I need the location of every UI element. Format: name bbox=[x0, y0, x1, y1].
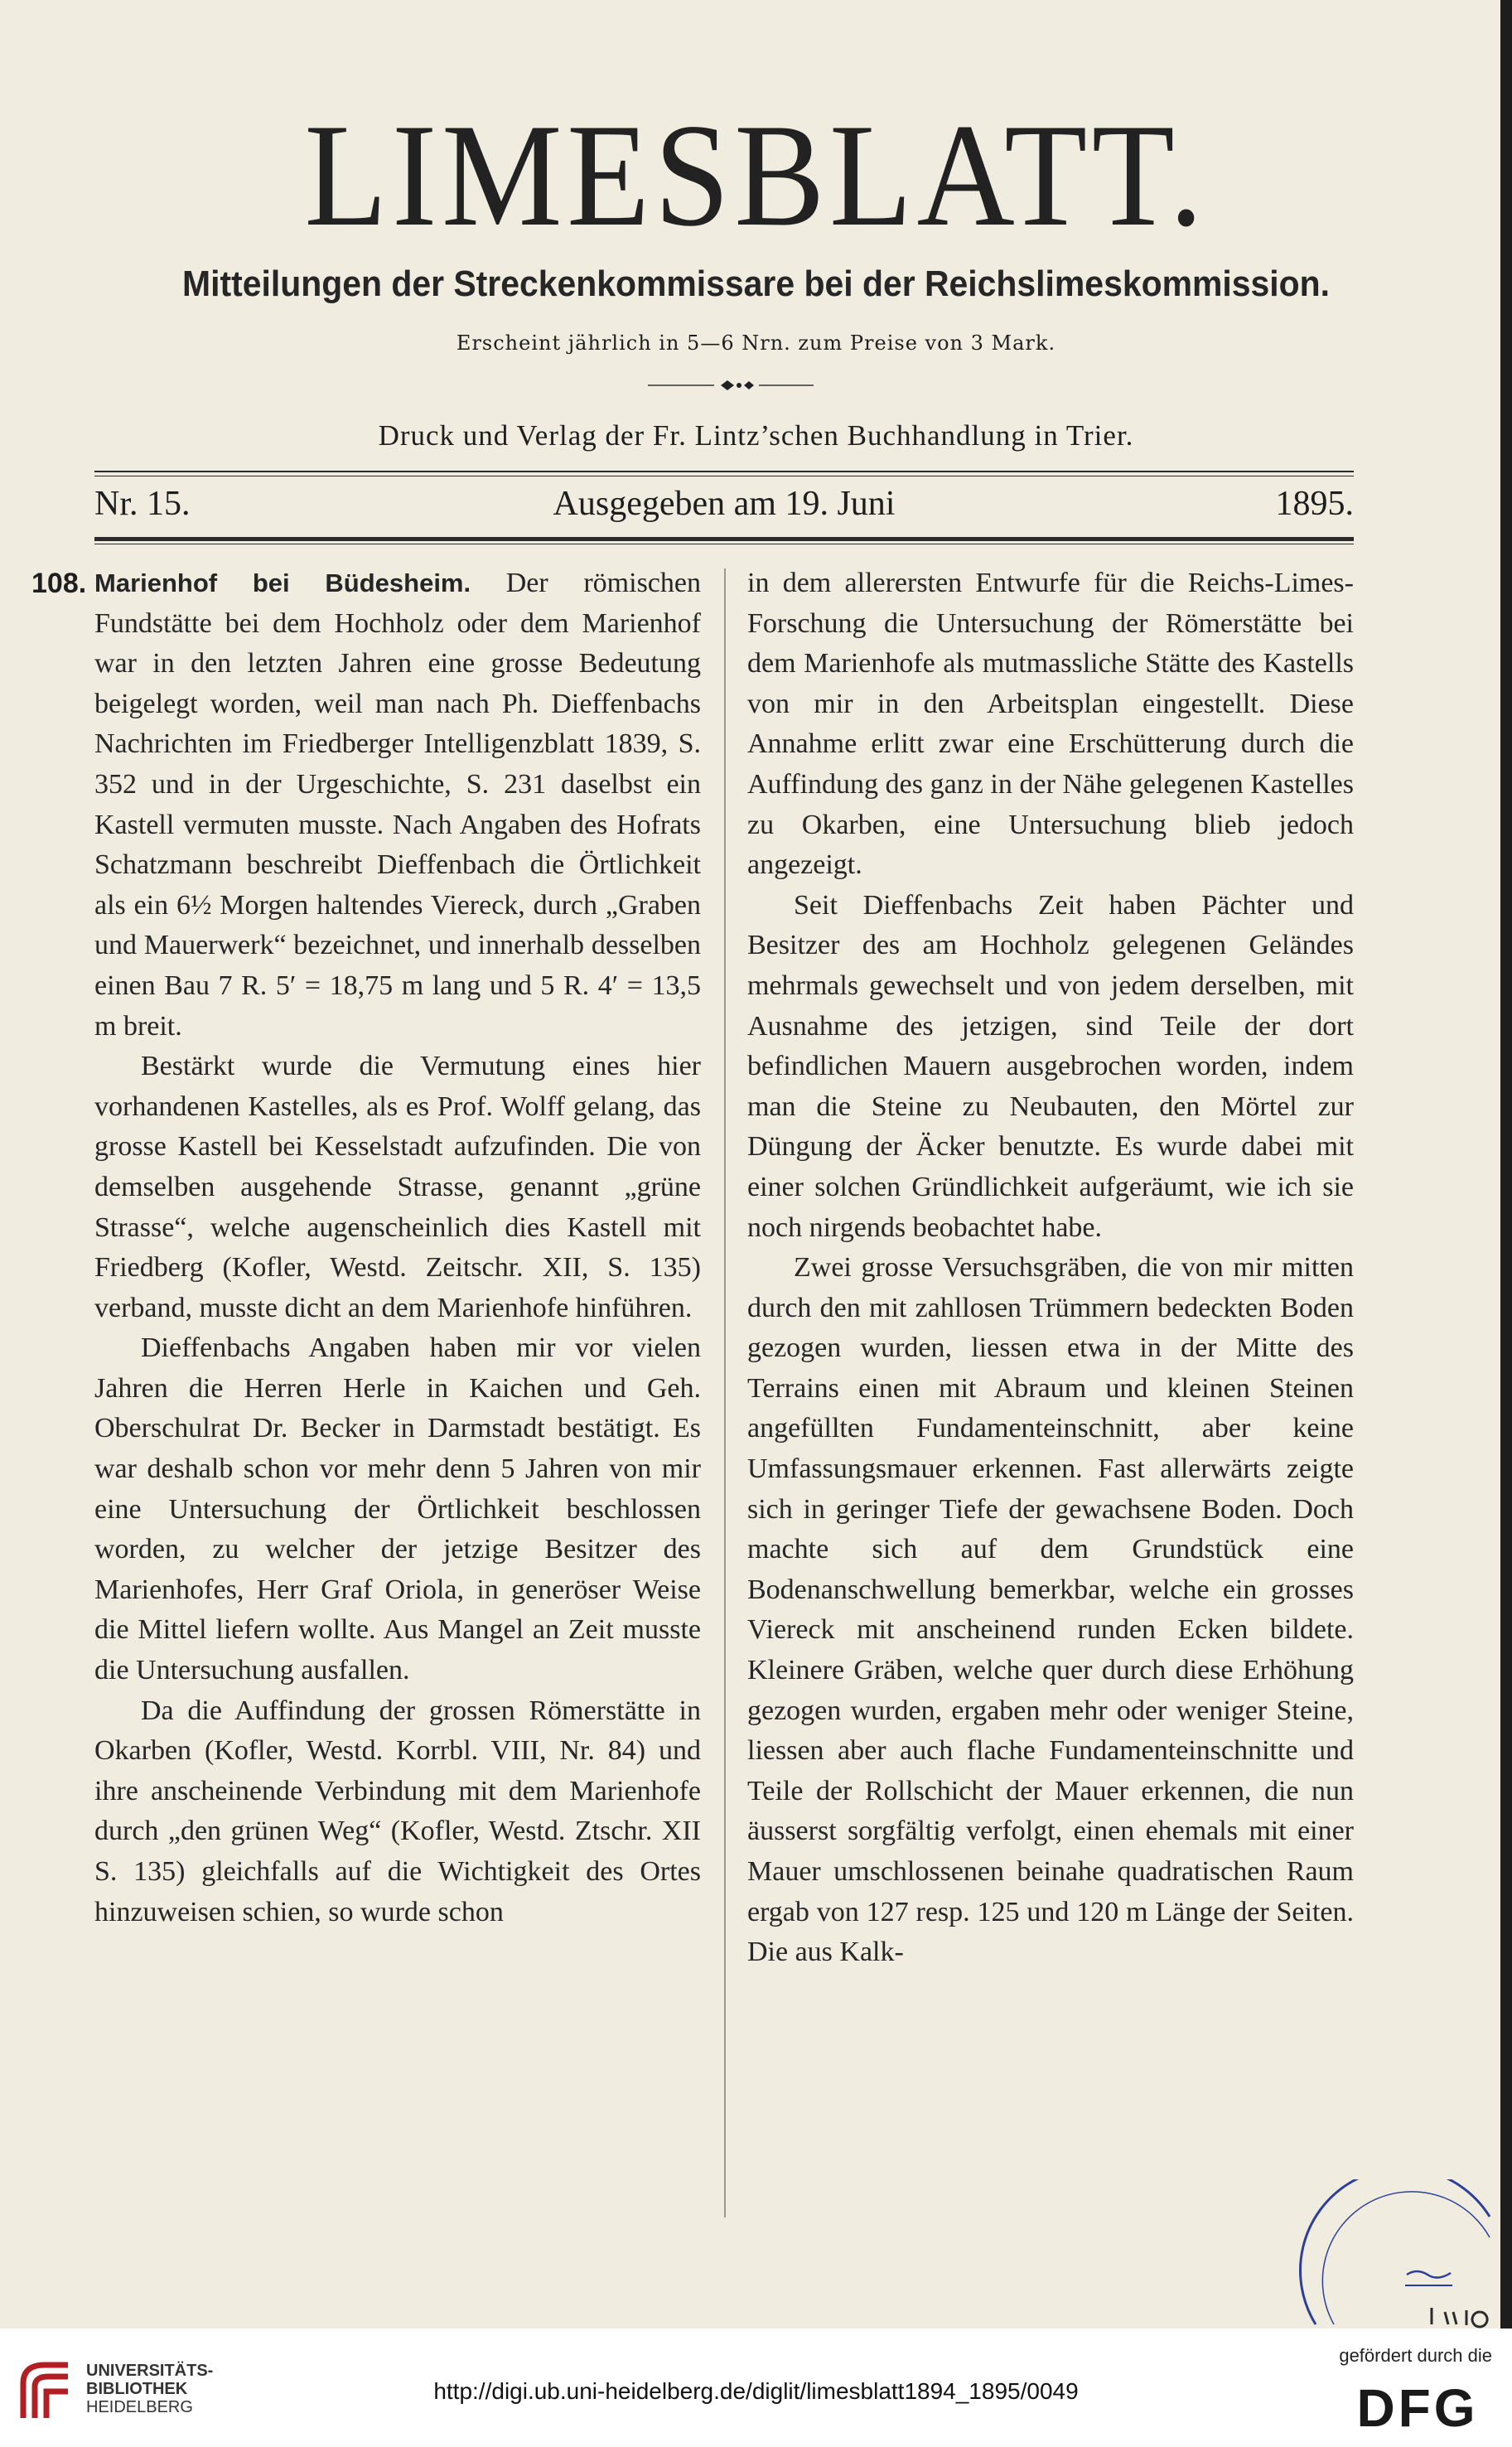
paragraph: Seit Dieffenbachs Zeit haben Pächter und Besitzer des am Hochholz gelegenen Geländes mehrmals gewechselt und von jedem derselben, mit Ausnahme des jetzigen, sind Teile der dort befindlichen Mauern ausgebrochen worden, indem man die Steine zu Neubauten, den Mörtel zur Düngung der Äcker benutzte. Es wurde dabei mit einer solchen Gründlichkeit aufgeräumt, wie ich sie noch nirgends beobachtet habe. bbox=[747, 889, 1354, 1243]
library-name-line: UNIVERSITÄTS- bbox=[86, 2362, 214, 2380]
publisher-line: Druck und Verlag der Fr. Lintz’schen Buchhandlung in Trier. bbox=[378, 419, 1134, 452]
library-stamp-icon bbox=[1283, 2179, 1498, 2329]
entry-number: 108. bbox=[31, 568, 87, 599]
funded-by-label: gefördert durch die bbox=[1339, 2345, 1492, 2366]
left-column bbox=[94, 563, 701, 1932]
journal-title: LIMESBLATT. bbox=[304, 93, 1208, 257]
dfg-logo-text: DFG bbox=[1356, 2378, 1479, 2435]
right-column bbox=[747, 563, 1354, 1973]
issue-line bbox=[94, 484, 1354, 534]
paragraph: Zwei grosse Versuchsgräben, die von mir mitten durch den mit zahllosen Trümmern bedeckten Boden gezogen wurden, liessen etwa in der Mitte des Terrains einen mit Abraum und kleinen Steinen angefüllten Fundamenteinschnitt, aber keine Umfassungsmauer erkennen. Fast allerwärts zeigte sich in geringer Tiefe der gewachsene Boden. Doch machte sich auf dem Grundstück eine Bodenanschwellung bemerkbar, welche ein grosses Viereck mit anscheinend runden Ecken bildete. Kleinere Gräben, welche quer durch diese Erhöhung gezogen wurden, ergaben mehr oder weniger Steine, liessen aber auch flache Fundamenteinschnitte und Teile der Rollschicht der Mauer erkennen, die nun äusserst sorgfältig verfolgt, einen ehemals mit einer Mauer umschlossenen beinahe quadratischen Raum ergab von 127 resp. 125 und 120 m Länge der Seiten. Die aus Kalk- bbox=[747, 1252, 1354, 1968]
dfg-logo-icon bbox=[1343, 2377, 1492, 2435]
footer-bar bbox=[0, 2329, 1512, 2447]
issue-date: Ausgegeben am 19. Juni bbox=[553, 485, 896, 523]
issue-year: 1895. bbox=[1275, 485, 1354, 523]
scan-edge bbox=[1500, 0, 1512, 2329]
publication-frequency: Erscheint jährlich in 5—6 Nrn. zum Preise von 3 Mark. bbox=[456, 331, 1056, 355]
paragraph-text: Der römischen Fundstätte bei dem Hochholz oder dem Marienhof war in den letzten Jahren eine grosse Bedeutung beigelegt worden, weil man nach Ph. Dieffenbachs Nachrichten im Friedberger Intelligenzblatt 1839, S. 352 und in der Urgeschichte, S. 231 daselbst ein Kastell vermuten musste. Nach Angaben des Hofrats Schatzmann beschreibt Dieffenbach die Örtlichkeit als ein 6½ Morgen haltendes Viereck, durch „Graben und Mauerwerk“ bezeichnet, und innerhalb desselben einen Bau 7 R. 5′ = 18,75 m lang und 5 R. 4′ = 13,5 m breit. bbox=[94, 568, 701, 1042]
paragraph: Bestärkt wurde die Vermutung eines hier vorhandenen Kastelles, als es Prof. Wolff gelang, das grosse Kastell bei Kesselstadt aufzufinden. Die von demselben ausgehende Strasse, genannt „grüne Strasse“, welche augenscheinlich dies Kastell mit Friedberg (Kofler, Westd. Zeitschr. XII, S. 135) verband, musste dicht an dem Marienhofe hinführen. bbox=[94, 1051, 701, 1323]
paragraph: in dem allerersten Entwurfe für die Reichs-Limes-Forschung die Untersuchung der Römerstätte bei dem Marienhofe als mutmassliche Stätte des Kastells von mir in den Arbeitsplan eingestellt. Diese Annahme erlitt zwar eine Erschütterung durch die Auffindung des ganz in der Nähe gelegenen Kastelles zu Okarben, eine Untersuchung blieb jedoch angezeigt. bbox=[747, 568, 1354, 881]
top-rule bbox=[94, 471, 1354, 472]
paragraph bbox=[94, 563, 701, 1047]
issue-number: Nr. 15. bbox=[94, 485, 191, 523]
issue-rule-thick bbox=[94, 537, 1354, 541]
ornament-divider-icon bbox=[648, 377, 814, 394]
library-name-line: BIBLIOTHEK bbox=[86, 2380, 188, 2398]
entry-heading: Marienhof bei Büdesheim. bbox=[94, 568, 471, 597]
paragraph: Dieffenbachs Angaben haben mir vor vielen Jahren die Herren Herle in Kaichen und Geh. Oberschulrat Dr. Becker in Darmstadt bestätigt. Es war deshalb schon vor mehr denn 5 Jahren von mir eine Untersuchung der Örtlichkeit beschlossen worden, zu welcher der jetzige Besitzer des Marienhofes, Herr Graf Oriola, in generöser Weise die Mittel liefern wollte. Aus Mangel an Zeit musste die Untersuchung ausfallen. bbox=[94, 1332, 701, 1686]
journal-subtitle: Mitteilungen der Streckenkommissare bei der Reichslimeskommission. bbox=[182, 264, 1330, 304]
permalink-url[interactable]: http://digi.ub.uni-heidelberg.de/diglit/limesblatt1894_1895/0049 bbox=[433, 2378, 1079, 2404]
library-name-line: HEIDELBERG bbox=[86, 2398, 193, 2416]
column-divider bbox=[724, 568, 726, 2217]
paragraph: Da die Auffindung der grossen Römerstätte in Okarben (Kofler, Westd. Korrbl. VIII, Nr. 84) und ihre anscheinende Verbindung mit dem Marienhofe durch „den grünen Weg“ (Kofler, Westd. Ztschr. XII S. 135) gleichfalls auf die Wichtigkeit des Ortes hinzuweisen schien, so wurde schon bbox=[94, 1695, 701, 1927]
